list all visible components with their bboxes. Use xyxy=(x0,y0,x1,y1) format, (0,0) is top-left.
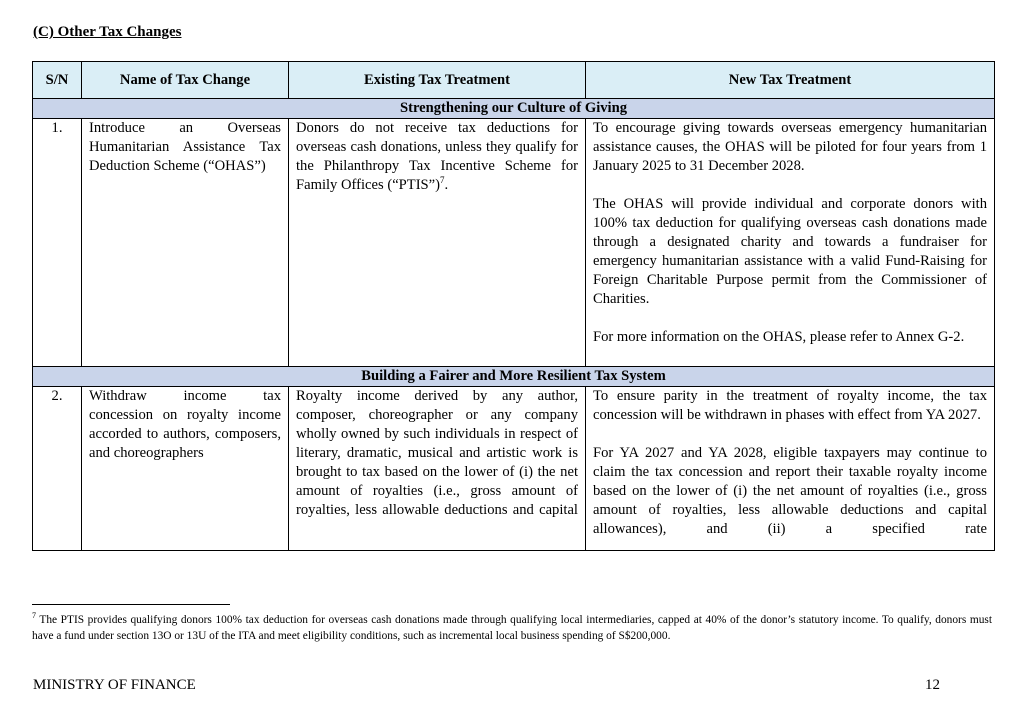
new-treatment-paragraph: The OHAS will provide individual and corporate donors with 100% tax deduction for qualifying overseas cash donations made through a designated charity and towards a fundraiser for emergency humanitarian assistance with a valid Fund-Raising for Foreign Charitable Purpose permit from the Commissioner of Charities. xyxy=(593,196,987,307)
row-new-treatment xyxy=(586,387,995,551)
page-number: 12 xyxy=(925,677,940,693)
table-header-row xyxy=(33,62,995,99)
group-row-culture-of-giving xyxy=(33,99,995,119)
header-new-tax-treatment: New Tax Treatment xyxy=(586,62,995,99)
group-title: Strengthening our Culture of Giving xyxy=(33,99,995,119)
row-tax-change-name: Introduce an Overseas Humanitarian Assistance Tax Deduction Scheme (“OHAS”) xyxy=(82,119,289,367)
row-sn: 2. xyxy=(33,387,82,551)
existing-text: Donors do not receive tax deductions for overseas cash donations, unless they qualify for the Philanthropy Tax Incentive Scheme for Family Offices (“PTIS”) xyxy=(296,120,578,193)
header-name-of-tax-change: Name of Tax Change xyxy=(82,62,289,99)
group-title: Building a Fairer and More Resilient Tax System xyxy=(33,367,995,387)
row-sn: 1. xyxy=(33,119,82,367)
row-existing-treatment xyxy=(289,119,586,367)
tax-changes-table xyxy=(32,61,995,551)
footnote-ref[interactable]: 7 xyxy=(440,175,445,186)
group-row-fairer-tax-system xyxy=(33,367,995,387)
row-tax-change-name: Withdraw income tax concession on royalty income accorded to authors, composers, and choreographers xyxy=(82,387,289,551)
row-new-treatment xyxy=(586,119,995,367)
section-heading: (C) Other Tax Changes xyxy=(33,24,182,40)
header-sn: S/N xyxy=(33,62,82,99)
footnote xyxy=(32,612,992,644)
footnote-number: 7 xyxy=(32,611,36,621)
table-row xyxy=(33,387,995,551)
new-treatment-paragraph: For YA 2027 and YA 2028, eligible taxpayers may continue to claim the tax concession and report their taxable royalty income based on the lower of (i) the net amount of royalties (i.e., gross amount of royalties, less allowable deductions and capital allowances), and (ii) a specified rate xyxy=(593,445,987,537)
footnote-text: The PTIS provides qualifying donors 100% tax deduction for overseas cash donations made through qualifying local intermediaries, capped at 40% of the donor’s statutory income. To qualify, donors must have a fund under section 13O or 13U of the ITA and meet eligibility conditions, such as incremental local business spending of S$200,000. xyxy=(32,614,992,642)
row-existing-treatment: Royalty income derived by any author, composer, choreographer or any company wholly owned by such individuals in respect of literary, dramatic, musical and artistic work is brought to tax based on the lower of (i) the net amount of royalties (i.e., gross amount of royalties, less allowable deductions and capital xyxy=(289,387,586,551)
new-treatment-paragraph: To encourage giving towards overseas emergency humanitarian assistance causes, the OHAS will be piloted for four years from 1 January 2025 to 31 December 2028. xyxy=(593,120,987,174)
footnote-separator xyxy=(32,604,230,605)
new-treatment-paragraph: To ensure parity in the treatment of royalty income, the tax concession will be withdrawn in phases with effect from YA 2027. xyxy=(593,388,987,423)
footer-organization: MINISTRY OF FINANCE xyxy=(33,677,196,693)
new-treatment-paragraph: For more information on the OHAS, please refer to Annex G-2. xyxy=(593,329,965,345)
header-existing-tax-treatment: Existing Tax Treatment xyxy=(289,62,586,99)
table-row xyxy=(33,119,995,367)
existing-text-end: . xyxy=(444,177,449,193)
